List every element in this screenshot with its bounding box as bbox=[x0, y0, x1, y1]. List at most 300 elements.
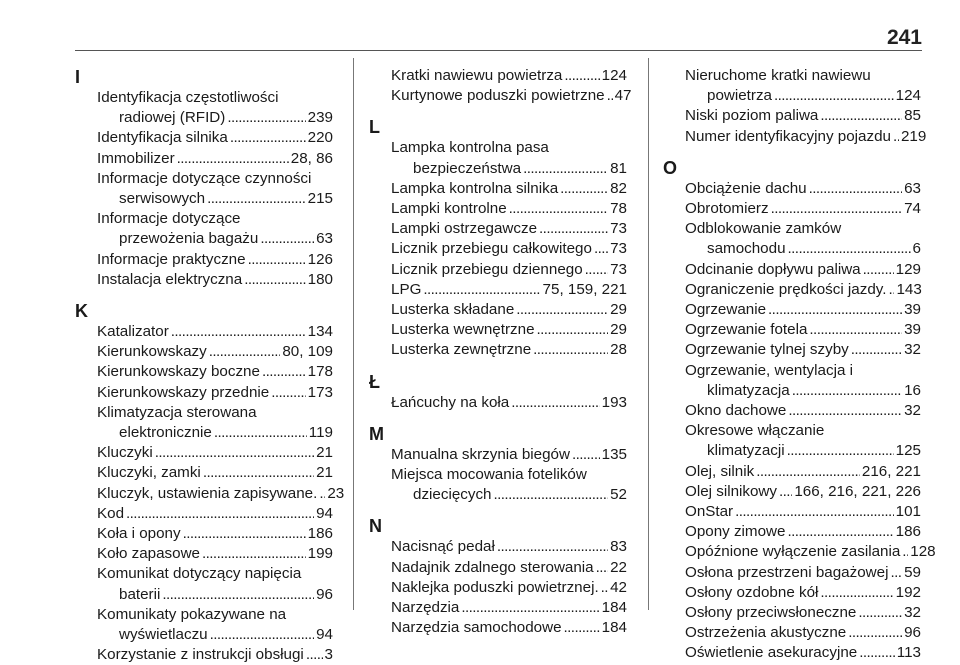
index-entry-first-line: Okresowe włączanie bbox=[685, 422, 825, 440]
index-entry-pages: 173 bbox=[307, 383, 333, 401]
index-entry-line bbox=[685, 462, 921, 482]
index-entry-first-line: Identyfikacja częstotliwości bbox=[97, 89, 279, 106]
dot-leader bbox=[756, 462, 860, 482]
index-entry-pages: 21 bbox=[316, 444, 333, 462]
index-entry-label: Kratki nawiewu powietrza bbox=[391, 67, 563, 84]
index-entry bbox=[663, 260, 921, 280]
index-entry-line bbox=[391, 537, 627, 557]
index-entry-pages: 21 bbox=[316, 464, 333, 482]
index-entry bbox=[369, 558, 627, 578]
dot-leader bbox=[848, 623, 902, 643]
index-entry-line bbox=[685, 127, 927, 147]
index-entry bbox=[663, 623, 921, 643]
index-entry-pages: 63 bbox=[316, 230, 333, 248]
index-entry-pages: 178 bbox=[307, 363, 333, 381]
dot-leader bbox=[890, 563, 902, 583]
index-entry-first-line: Informacje dotyczące czynności bbox=[97, 169, 312, 187]
index-column-2 bbox=[369, 66, 632, 638]
index-entry-first-line: Klimatyzacja sterowana bbox=[97, 403, 257, 421]
index-entry-pages: 125 bbox=[895, 442, 921, 460]
index-entry bbox=[663, 421, 921, 461]
index-letter-heading: N bbox=[369, 516, 382, 537]
dot-leader bbox=[594, 239, 608, 259]
index-entry-pages: 73 bbox=[610, 240, 627, 258]
index-entry-line bbox=[685, 86, 921, 106]
index-entry-label: Kurtynowe poduszki powietrzne bbox=[391, 87, 605, 105]
index-entry-pages: 94 bbox=[316, 504, 333, 522]
index-entry-pages: 32 bbox=[904, 604, 921, 622]
index-entry-line bbox=[391, 219, 627, 239]
index-entry-line bbox=[685, 563, 921, 583]
dot-leader bbox=[858, 603, 902, 623]
dot-leader bbox=[902, 542, 908, 562]
index-entry-pages: 134 bbox=[307, 323, 333, 341]
index-entry-label: Lusterka wewnętrzne bbox=[391, 321, 535, 339]
index-entry-label: wyświetlaczu bbox=[119, 626, 208, 644]
index-letter-heading: M bbox=[369, 423, 384, 444]
index-entry-label: Kluczyki, zamki bbox=[97, 464, 201, 482]
column-divider bbox=[648, 58, 649, 610]
index-entry-label: Naklejka poduszki powietrznej. bbox=[391, 578, 599, 596]
index-entry-line bbox=[685, 482, 921, 502]
header-rule bbox=[75, 50, 922, 51]
index-entry-label: Ograniczenie prędkości jazdy. bbox=[685, 280, 887, 298]
index-entry-line bbox=[97, 645, 333, 665]
index-entry-line bbox=[685, 542, 936, 562]
index-entry-pages: 23 bbox=[327, 484, 345, 502]
dot-leader bbox=[585, 260, 608, 280]
index-entry-label: Lusterka składane bbox=[391, 301, 515, 319]
index-entry-pages: 166, 216, 221, 226 bbox=[794, 482, 921, 500]
index-entry-first-line: Komunikat dotyczący napięcia bbox=[97, 565, 302, 583]
index-entry bbox=[75, 270, 333, 290]
index-entry bbox=[369, 219, 627, 239]
dot-leader bbox=[809, 320, 902, 340]
index-entry bbox=[663, 643, 921, 663]
index-entry-pages: 39 bbox=[904, 301, 921, 319]
index-group bbox=[369, 371, 627, 413]
index-group bbox=[663, 66, 927, 147]
index-entry bbox=[75, 645, 333, 665]
dot-leader bbox=[210, 625, 314, 645]
index-entry-label: LPG bbox=[391, 280, 422, 298]
index-entry bbox=[75, 504, 333, 524]
index-entry-pages: 239 bbox=[307, 109, 333, 127]
index-entry-pages: 32 bbox=[904, 341, 921, 359]
index-entry-pages: 59 bbox=[904, 563, 921, 581]
dot-leader bbox=[768, 300, 902, 320]
index-entry-line bbox=[97, 484, 345, 504]
index-entry-pages: 128 bbox=[910, 543, 936, 561]
index-entry bbox=[369, 393, 627, 413]
page-number: 241 bbox=[886, 26, 922, 49]
index-entry-line bbox=[97, 250, 333, 270]
index-entry-pages: 124 bbox=[601, 67, 627, 84]
index-entry-line bbox=[97, 342, 333, 362]
index-entry-label: Licznik przebiegu dziennego bbox=[391, 260, 583, 278]
index-entry-pages: 39 bbox=[904, 321, 921, 339]
dot-leader bbox=[227, 108, 305, 128]
index-entry-line bbox=[391, 393, 627, 413]
index-entry-label: Koła i opony bbox=[97, 525, 181, 543]
index-entry-line bbox=[391, 179, 627, 199]
index-entry-pages: 28, 86 bbox=[290, 149, 333, 167]
index-entry-pages: 22 bbox=[610, 558, 627, 576]
dot-leader bbox=[787, 441, 894, 461]
index-entry bbox=[663, 66, 921, 106]
index-entry-label: Numer identyfikacyjny pojazdu bbox=[685, 127, 891, 145]
index-entry bbox=[75, 362, 333, 382]
dot-leader bbox=[262, 362, 306, 382]
index-entry bbox=[369, 138, 627, 178]
dot-leader bbox=[511, 393, 599, 413]
index-entry-pages: 192 bbox=[895, 583, 921, 601]
index-entry-line bbox=[685, 381, 921, 401]
index-entry bbox=[369, 465, 627, 505]
dot-leader bbox=[560, 179, 608, 199]
dot-leader bbox=[509, 199, 608, 219]
index-entry-line bbox=[391, 239, 627, 259]
index-entry bbox=[75, 524, 333, 544]
index-entry-label: Ogrzewanie fotela bbox=[685, 321, 808, 339]
index-entry-label: Ogrzewanie bbox=[685, 301, 767, 319]
dot-leader bbox=[787, 522, 893, 542]
index-entry-line bbox=[391, 598, 627, 618]
index-entry-pages: 180 bbox=[307, 270, 333, 288]
index-entry-line bbox=[685, 502, 921, 522]
index-entry-label: Ogrzewanie tylnej szyby bbox=[685, 341, 849, 359]
index-entry-label: OnStar bbox=[685, 503, 734, 521]
index-entry-label: Kierunkowskazy przednie bbox=[97, 383, 270, 401]
index-entry-line bbox=[391, 320, 627, 340]
index-entry-pages: 85 bbox=[904, 107, 921, 125]
dot-leader bbox=[564, 66, 599, 86]
dot-leader bbox=[230, 128, 306, 148]
dot-leader bbox=[893, 127, 899, 147]
index-entry bbox=[75, 605, 333, 645]
index-entry-pages: 29 bbox=[610, 321, 627, 339]
index-entry-pages: 96 bbox=[316, 585, 333, 603]
index-entry-line bbox=[391, 86, 632, 106]
index-entry-label: Opony zimowe bbox=[685, 523, 786, 541]
index-entry-pages: 184 bbox=[601, 599, 627, 617]
index-entry-label: Okno dachowe bbox=[685, 402, 787, 420]
index-entry bbox=[663, 280, 921, 300]
dot-leader bbox=[244, 270, 305, 290]
index-entry-line bbox=[391, 260, 627, 280]
index-entry bbox=[663, 482, 921, 502]
index-entry-line bbox=[685, 340, 921, 360]
index-entry-label: klimatyzacja bbox=[707, 381, 790, 399]
index-entry-line bbox=[685, 260, 921, 280]
dot-leader bbox=[792, 381, 902, 401]
index-entry bbox=[75, 564, 333, 604]
dot-leader bbox=[202, 544, 306, 564]
index-entry-line bbox=[97, 362, 333, 382]
index-entry bbox=[663, 603, 921, 623]
index-entry bbox=[663, 542, 936, 562]
index-entry-label: Koło zapasowe bbox=[97, 545, 201, 563]
index-entry bbox=[663, 361, 921, 401]
index-entry-line bbox=[685, 401, 921, 421]
index-entry-label: Kluczyki bbox=[97, 444, 153, 462]
index-entry-first-line: Nieruchome kratki nawiewu bbox=[685, 67, 871, 84]
index-entry-line bbox=[685, 300, 921, 320]
index-entry-pages: 81 bbox=[610, 159, 627, 177]
index-entry-line bbox=[391, 199, 627, 219]
index-entry-pages: 47 bbox=[614, 87, 632, 105]
index-entry bbox=[369, 537, 627, 557]
index-entry-first-line: Lampka kontrolna pasa bbox=[391, 139, 549, 157]
dot-leader bbox=[516, 300, 608, 320]
index-entry bbox=[663, 340, 921, 360]
dot-leader bbox=[735, 502, 894, 522]
dot-leader bbox=[214, 423, 307, 443]
index-entry-line bbox=[97, 322, 333, 342]
index-entry-line bbox=[97, 108, 333, 128]
index-entry bbox=[369, 179, 627, 199]
dot-leader bbox=[533, 340, 608, 360]
index-entry-label: Opóźnione wyłączenie zasilania bbox=[685, 543, 901, 561]
dot-leader bbox=[523, 159, 608, 179]
dot-leader bbox=[774, 86, 894, 106]
index-entry-pages: 6 bbox=[912, 240, 921, 258]
index-entry-label: powietrza bbox=[707, 87, 772, 105]
index-entry bbox=[369, 578, 627, 598]
index-entry bbox=[663, 401, 921, 421]
index-group bbox=[369, 423, 627, 506]
index-entry-label: Licznik przebiegu całkowitego bbox=[391, 240, 592, 258]
index-entry-label: Lampki ostrzegawcze bbox=[391, 220, 538, 238]
index-letter-heading: I bbox=[75, 67, 81, 87]
index-entry bbox=[75, 383, 333, 403]
index-entry bbox=[75, 149, 333, 169]
dot-leader bbox=[851, 340, 902, 360]
dot-leader bbox=[177, 149, 289, 169]
index-entry bbox=[369, 618, 627, 638]
index-entry bbox=[75, 463, 333, 483]
index-entry-pages: 124 bbox=[895, 87, 921, 105]
index-entry-pages: 74 bbox=[904, 200, 921, 218]
index-entry bbox=[75, 88, 333, 128]
index-entry bbox=[663, 300, 921, 320]
dot-leader bbox=[888, 280, 894, 300]
index-entry bbox=[663, 199, 921, 219]
dot-leader bbox=[779, 482, 792, 502]
index-entry-pages: 219 bbox=[900, 127, 927, 145]
index-entry-pages: 73 bbox=[610, 260, 627, 278]
dot-leader bbox=[271, 383, 305, 403]
index-entry bbox=[663, 522, 921, 542]
index-entry-label: Informacje praktyczne bbox=[97, 250, 246, 268]
index-entry-label: samochodu bbox=[707, 240, 786, 258]
index-entry bbox=[663, 320, 921, 340]
index-entry-pages: 193 bbox=[601, 393, 627, 411]
index-entry bbox=[75, 544, 333, 564]
dot-leader bbox=[820, 106, 902, 126]
index-entry-label: baterii bbox=[119, 585, 161, 603]
index-entry-pages: 186 bbox=[895, 523, 921, 541]
index-entry bbox=[369, 239, 627, 259]
index-entry-first-line: Komunikaty pokazywane na bbox=[97, 605, 287, 623]
index-entry-label: Kierunkowskazy boczne bbox=[97, 363, 260, 381]
index-entry-label: Manualna skrzynia biegów bbox=[391, 445, 570, 463]
index-entry-line bbox=[391, 340, 627, 360]
index-entry-pages: 42 bbox=[610, 578, 627, 596]
index-entry-line bbox=[685, 179, 921, 199]
index-entry-pages: 28 bbox=[610, 341, 627, 359]
index-entry-label: radiowej (RFID) bbox=[119, 109, 226, 127]
index-entry-line bbox=[391, 66, 627, 86]
index-entry-line bbox=[685, 603, 921, 623]
index-entry-pages: 129 bbox=[895, 260, 921, 278]
index-entry-label: Osłony ozdobne kół bbox=[685, 583, 819, 601]
index-entry-pages: 215 bbox=[307, 190, 333, 208]
dot-leader bbox=[306, 645, 323, 665]
index-group bbox=[369, 116, 627, 360]
index-entry-pages: 113 bbox=[896, 644, 921, 662]
index-entry-pages: 126 bbox=[307, 250, 333, 268]
dot-leader bbox=[171, 322, 306, 342]
index-entry-pages: 184 bbox=[601, 619, 627, 637]
index-entry-label: Odcinanie dopływu paliwa bbox=[685, 260, 861, 278]
index-entry bbox=[663, 127, 927, 147]
index-entry bbox=[369, 300, 627, 320]
index-entry-line bbox=[391, 618, 627, 638]
index-group bbox=[75, 300, 345, 665]
index-entry-pages: 94 bbox=[316, 626, 333, 644]
index-entry-pages: 186 bbox=[307, 525, 333, 543]
index-entry bbox=[663, 462, 921, 482]
index-entry bbox=[369, 340, 627, 360]
dot-leader bbox=[461, 598, 599, 618]
index-entry bbox=[75, 484, 345, 504]
index-entry bbox=[75, 209, 333, 249]
index-entry-line bbox=[391, 558, 627, 578]
index-entry-label: Instalacja elektryczna bbox=[97, 270, 243, 288]
index-entry-pages: 29 bbox=[610, 301, 627, 319]
index-entry-first-line: Miejsca mocowania fotelików bbox=[391, 466, 587, 484]
index-entry-line bbox=[391, 280, 627, 300]
dot-leader bbox=[126, 504, 314, 524]
index-entry bbox=[75, 128, 333, 148]
index-entry-line bbox=[97, 270, 333, 290]
dot-leader bbox=[209, 342, 281, 362]
index-entry-label: Kluczyk, ustawienia zapisywane. bbox=[97, 484, 318, 502]
index-entry-line bbox=[97, 463, 333, 483]
index-entry bbox=[663, 106, 921, 126]
index-entry-pages: 3 bbox=[324, 646, 333, 664]
index-entry bbox=[369, 280, 627, 300]
column-divider bbox=[353, 58, 354, 610]
dot-leader bbox=[820, 583, 893, 603]
index-entry bbox=[663, 219, 921, 259]
index-entry-line bbox=[97, 383, 333, 403]
index-entry-label: Osłona przestrzeni bagażowej bbox=[685, 563, 889, 581]
index-entry bbox=[369, 598, 627, 618]
dot-leader bbox=[771, 199, 903, 219]
index-entry bbox=[663, 502, 921, 522]
dot-leader bbox=[539, 219, 608, 239]
index-entry-label: Narzędzia bbox=[391, 599, 460, 617]
index-entry-first-line: Odblokowanie zamków bbox=[685, 220, 842, 238]
index-entry-pages: 83 bbox=[610, 538, 627, 556]
index-entry-pages: 119 bbox=[308, 424, 333, 442]
dot-leader bbox=[155, 443, 314, 463]
index-entry-label: Łańcuchy na koła bbox=[391, 393, 510, 411]
index-entry-label: Niski poziom paliwa bbox=[685, 107, 819, 125]
index-group bbox=[75, 66, 333, 290]
index-entry-line bbox=[685, 441, 921, 461]
dot-leader bbox=[564, 618, 600, 638]
index-group bbox=[663, 157, 936, 664]
dot-leader bbox=[601, 578, 608, 598]
dot-leader bbox=[494, 485, 609, 505]
index-entry bbox=[75, 342, 333, 362]
index-entry-line bbox=[97, 504, 333, 524]
index-entry-label: Lampki kontrolne bbox=[391, 200, 507, 218]
index-entry-label: Nacisnąć pedał bbox=[391, 538, 495, 556]
index-entry-line bbox=[685, 280, 921, 300]
dot-leader bbox=[260, 229, 314, 249]
index-entry-pages: 82 bbox=[610, 179, 627, 197]
index-entry bbox=[369, 445, 627, 465]
index-entry-label: Narzędzia samochodowe bbox=[391, 619, 562, 637]
index-entry bbox=[369, 86, 632, 106]
index-entry-label: Korzystanie z instrukcji obsługi bbox=[97, 646, 304, 664]
index-entry-pages: 143 bbox=[896, 280, 922, 298]
index-entry-line bbox=[685, 583, 921, 603]
index-entry-label: klimatyzacji bbox=[707, 442, 785, 460]
dot-leader bbox=[596, 558, 608, 578]
index-letter-heading: L bbox=[369, 117, 380, 138]
index-entry bbox=[369, 199, 627, 219]
dot-leader bbox=[183, 524, 306, 544]
index-entry-label: Kierunkowskazy bbox=[97, 343, 207, 361]
index-entry-label: Obrotomierz bbox=[685, 200, 769, 218]
dot-leader bbox=[809, 179, 903, 199]
index-column-3 bbox=[663, 66, 936, 664]
index-entry-label: Identyfikacja silnika bbox=[97, 129, 228, 147]
index-entry-label: elektronicznie bbox=[119, 424, 212, 442]
index-entry-line bbox=[685, 623, 921, 643]
dot-leader bbox=[203, 463, 314, 483]
index-group bbox=[369, 66, 632, 106]
dot-leader bbox=[572, 445, 600, 465]
index-entry-label: Osłony przeciwsłoneczne bbox=[685, 604, 857, 622]
index-entry-first-line: Ogrzewanie, wentylacja i bbox=[685, 361, 853, 379]
index-entry-line bbox=[391, 159, 627, 179]
index-entry-label: Obciążenie dachu bbox=[685, 179, 807, 197]
index-entry-pages: 101 bbox=[895, 503, 921, 521]
index-letter-heading: Ł bbox=[369, 371, 380, 392]
dot-leader bbox=[319, 484, 325, 504]
index-letter-heading: O bbox=[663, 157, 678, 178]
index-entry-pages: 16 bbox=[904, 381, 921, 399]
index-entry-line bbox=[685, 643, 921, 663]
index-entry-line bbox=[391, 300, 627, 320]
index-entry-line bbox=[97, 423, 333, 443]
index-entry-pages: 52 bbox=[610, 486, 627, 504]
index-entry-label: Lusterka zewnętrzne bbox=[391, 341, 532, 359]
index-entry-line bbox=[685, 106, 921, 126]
index-entry-label: Olej silnikowy bbox=[685, 482, 777, 500]
index-entry-pages: 96 bbox=[904, 624, 921, 642]
index-entry-line bbox=[685, 239, 921, 259]
index-entry-line bbox=[97, 524, 333, 544]
index-entry-line bbox=[97, 625, 333, 645]
index-entry-line bbox=[97, 149, 333, 169]
